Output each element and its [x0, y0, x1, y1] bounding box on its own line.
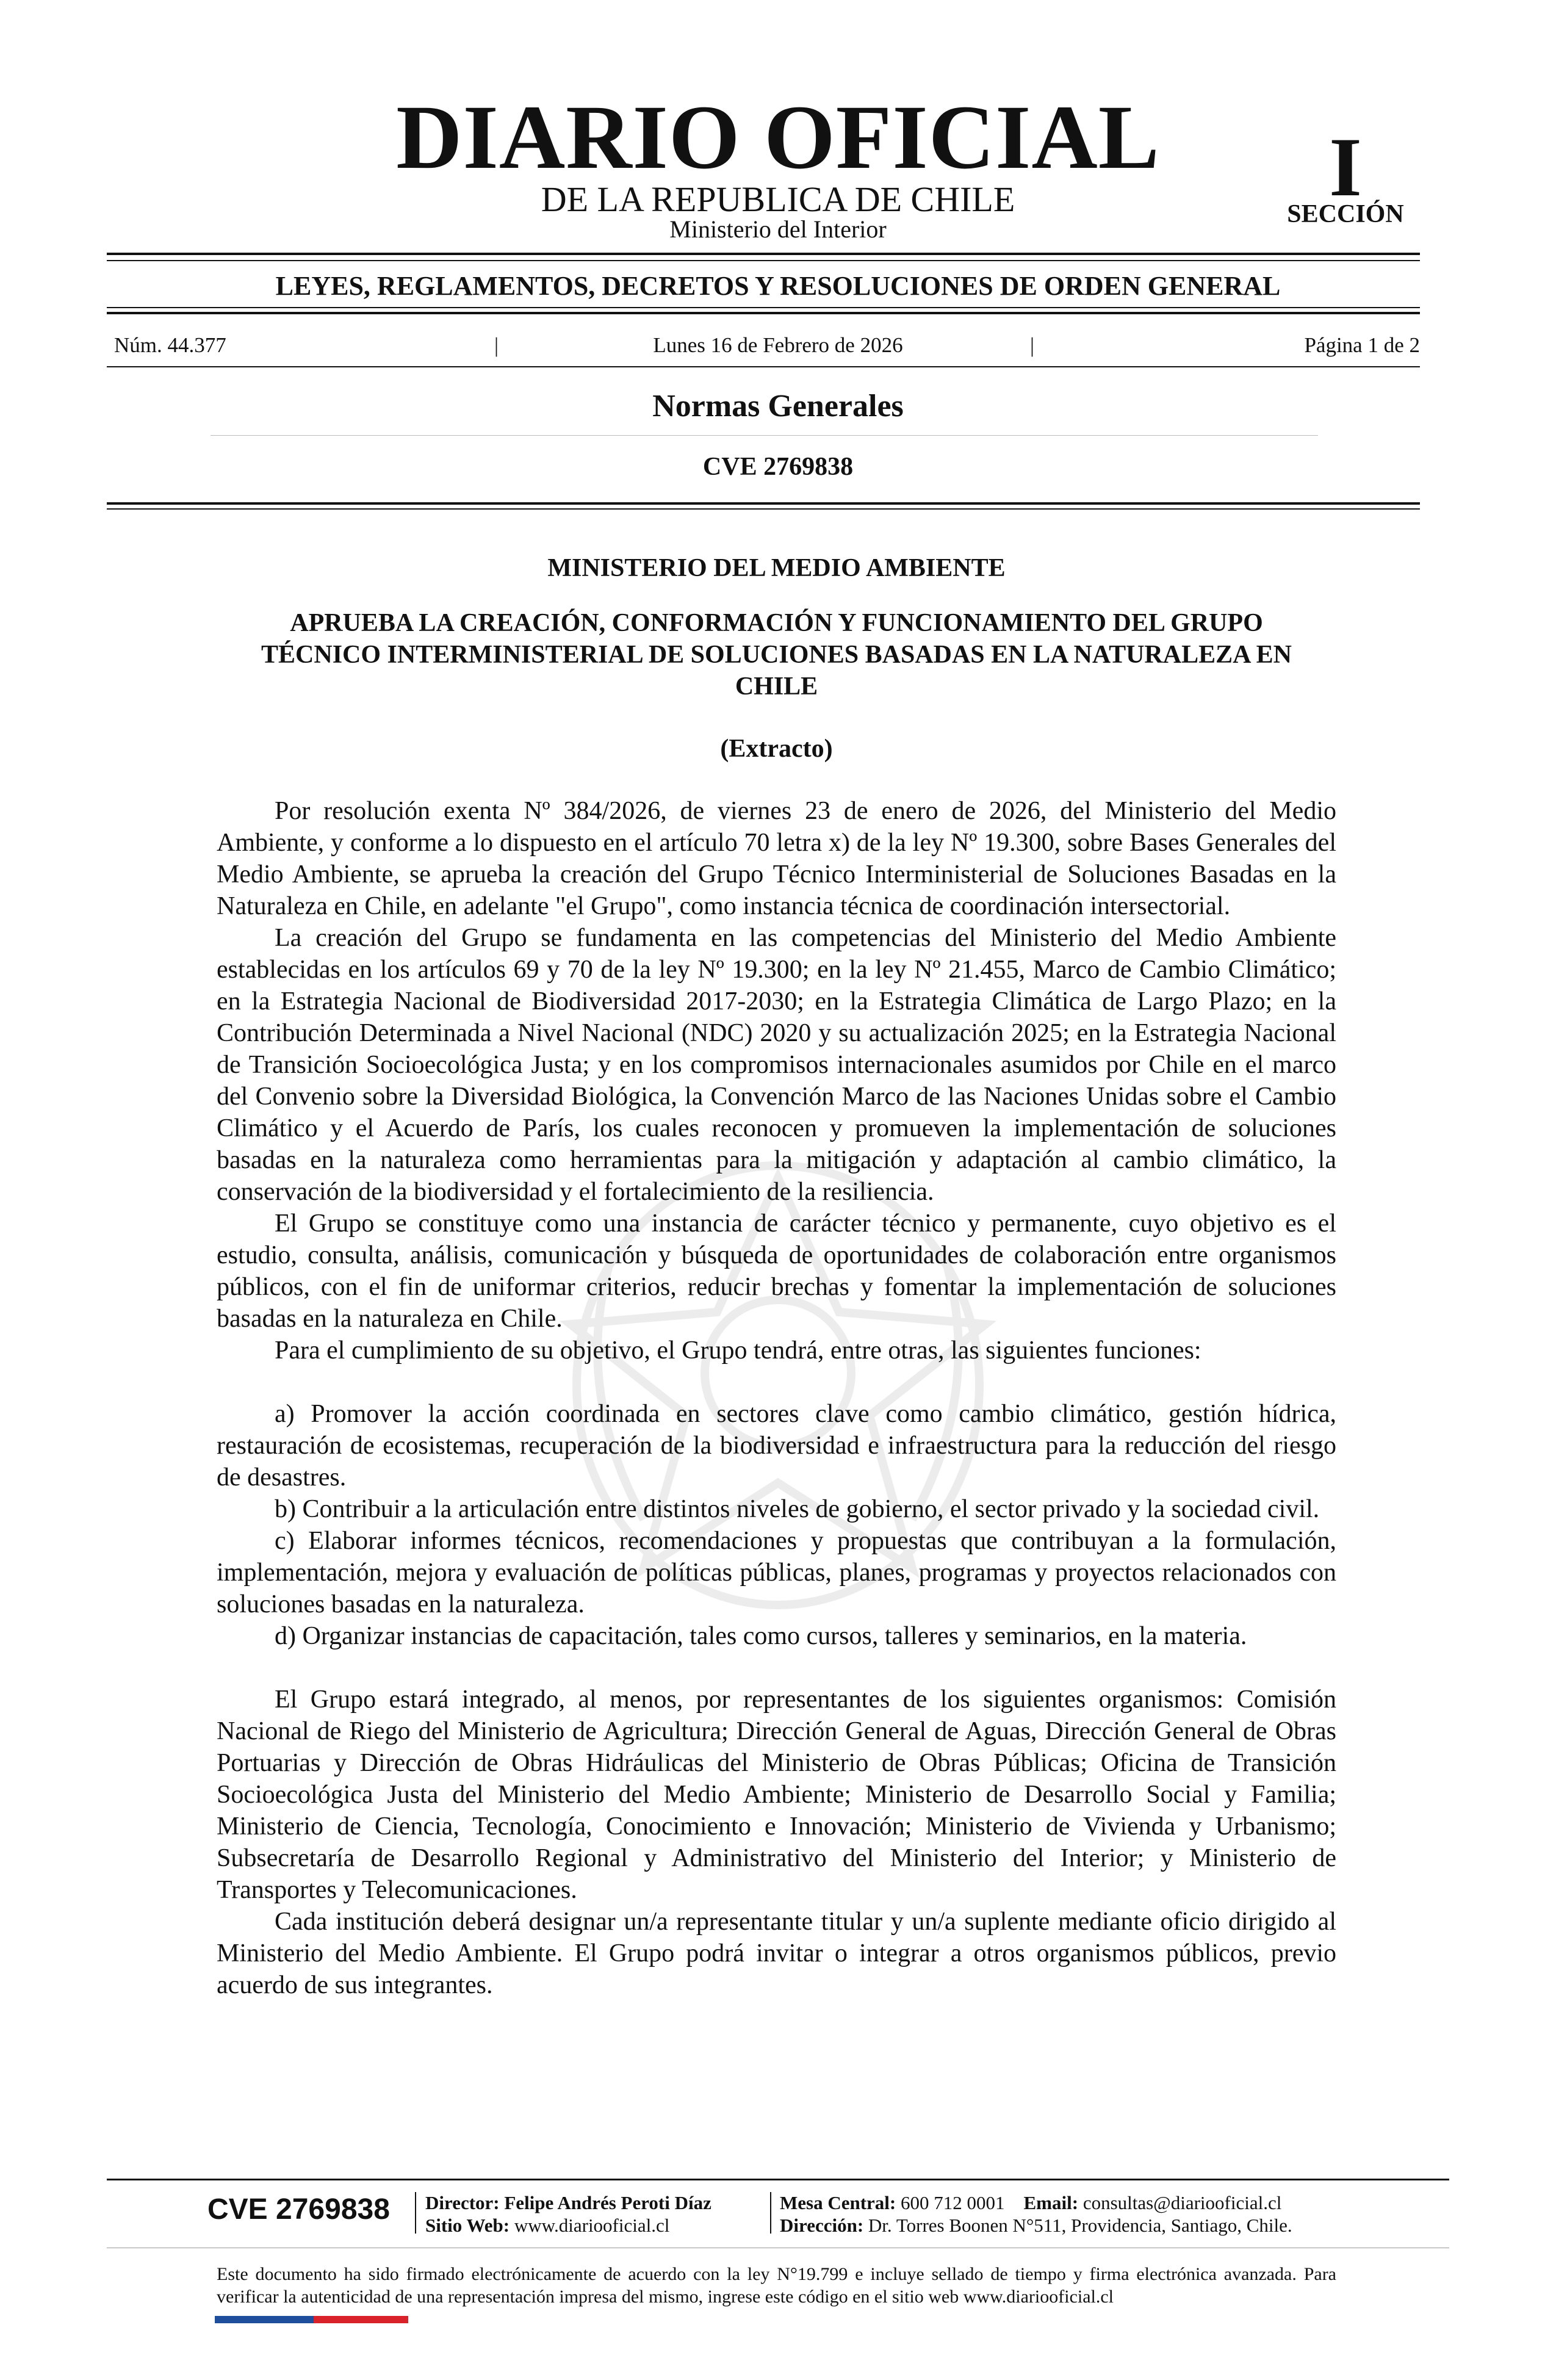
body-paragraph: Por resolución exenta Nº 384/2026, de viernes 23 de enero de 2026, del Ministerio del Medio Ambiente, y conforme a lo dispuesto en el artículo 70 letra x) de la ley Nº 19.300, sobre Bases Generales del Medio Ambiente, se aprueba la creación del Grupo Técnico Interministerial de Soluciones Basadas en la Naturaleza en Chile, en adelante "el Grupo", como instancia técnica de coordinación intersectorial. — [217, 797, 1336, 920]
page-indicator: Página 1 de 2 — [1304, 333, 1420, 357]
document-body — [217, 552, 1336, 2001]
website-label: Sitio Web: — [425, 2215, 510, 2236]
body-paragraph: Para el cumplimiento de su objetivo, el Grupo tendrá, entre otras, las siguientes funciones: — [275, 1336, 1201, 1365]
address-label: Dirección: — [780, 2215, 864, 2236]
masthead-ministry: Ministerio del Interior — [669, 215, 887, 243]
section-label: SECCIÓN — [1287, 200, 1404, 228]
section-number: I — [1329, 120, 1362, 214]
category-rule-thick — [107, 312, 1420, 314]
flag-stripe-red — [314, 2316, 408, 2323]
cve-code: CVE 2769838 — [702, 453, 854, 481]
email-link[interactable]: consultas@diariooficial.cl — [1082, 2192, 1282, 2213]
footer-director-block — [425, 2191, 711, 2237]
issue-number: Núm. 44.377 — [114, 333, 226, 357]
header-rule-thin — [107, 260, 1420, 261]
normas-heading: Normas Generales — [652, 389, 904, 424]
function-item: b) Contribuir a la articulación entre distintos niveles de gobierno, el sector privado y la sociedad civil. — [275, 1495, 1320, 1523]
info-separator: | — [1030, 333, 1035, 357]
central-label: Mesa Central: — [780, 2192, 896, 2213]
signature-note: Este documento ha sido firmado electrónicamente de acuerdo con la ley N°19.799 e incluye sellado de tiempo y firma electrónica avanzada. Para verificar la autenticidad de una representación impresa del mismo, ingrese este código en el sitio web www.diariooficial.cl — [217, 2264, 1336, 2307]
category-heading: LEYES, REGLAMENTOS, DECRETOS Y RESOLUCIONES DE ORDEN GENERAL — [275, 271, 1281, 301]
flag-stripe-blue — [215, 2316, 314, 2323]
function-item: d) Organizar instancias de capacitación, tales como cursos, talleres y seminarios, en la materia. — [275, 1622, 1247, 1650]
footer-divider — [415, 2192, 416, 2234]
masthead-subtitle: DE LA REPUBLICA DE CHILE — [541, 179, 1015, 219]
info-rule — [107, 366, 1420, 367]
function-item: c) Elaborar informes técnicos, recomendaciones y propuestas que contribuyan a la formulación, implementación, mejora y evaluación de políticas públicas, planes, programas y proyectos relacionados con soluciones basadas en la naturaleza. — [217, 1527, 1336, 1618]
footer-contact-block — [780, 2191, 1292, 2237]
address-value: Dr. Torres Boonen N°511, Providencia, Santiago, Chile. — [868, 2215, 1292, 2236]
normas-divider — [211, 435, 1318, 436]
issuing-ministry: MINISTERIO DEL MEDIO AMBIENTE — [547, 554, 1006, 582]
body-paragraph: El Grupo estará integrado, al menos, por representantes de los siguientes organismos: Comisión Nacional de Riego del Ministerio de Agricultura; Dirección General de Aguas, Dirección General de Obras Portuarias y Dirección de Obras Hidráulicas del Ministerio de Obras Públicas; Oficina de Transición Socioecológica Justa del Ministerio del Medio Ambiente; Ministerio de Desarrollo Social y Familia; Ministerio de Ciencia, Tecnología, Conocimiento e Innovación; Ministerio de Vivienda y Urbanismo; Subsecretaría de Desarrollo Regional y Administrativo del Ministerio del Interior; y Ministerio de Transportes y Telecomunicaciones. — [217, 1686, 1336, 1904]
body-rule-thick — [107, 502, 1420, 505]
email-label: Email: — [1023, 2192, 1079, 2213]
body-paragraph: El Grupo se constituye como una instancia de carácter técnico y permanente, cuyo objetivo es el estudio, consulta, análisis, comunicación y búsqueda de oportunidades de colaboración entre organismos públicos, con el fin de uniformar criterios, reducir brechas y fomentar la implementación de soluciones basadas en la naturaleza en Chile. — [217, 1210, 1336, 1333]
resolution-title: APRUEBA LA CREACIÓN, CONFORMACIÓN Y FUNCIONAMIENTO DEL GRUPO TÉCNICO INTERMINISTERIAL DE SOLUCIONES BASADAS EN LA NATURALEZA EN CHILE — [261, 609, 1292, 701]
masthead-title: DIARIO OFICIAL — [396, 87, 1160, 188]
function-item: a) Promover la acción coordinada en sectores clave como cambio climático, gestión hídrica, restauración de ecosistemas, recuperación de la biodiversidad e infraestructura para la reducción del riesgo de desastres. — [217, 1400, 1336, 1491]
website-link[interactable]: www.diariooficial.cl — [514, 2215, 670, 2236]
info-separator: | — [494, 333, 499, 357]
footer-divider — [770, 2192, 771, 2234]
extract-label: (Extracto) — [720, 735, 833, 763]
header-rule-thick — [107, 253, 1420, 255]
issue-date: Lunes 16 de Febrero de 2026 — [653, 333, 903, 357]
body-paragraph: Cada institución deberá designar un/a representante titular y un/a suplente mediante oficio dirigido al Ministerio del Medio Ambiente. El Grupo podrá invitar o integrar a otros organismos públicos, previo acuerdo de sus integrantes. — [217, 1908, 1336, 1999]
body-paragraph: La creación del Grupo se fundamenta en las competencias del Ministerio del Medio Ambiente establecidas en los artículos 69 y 70 de la ley Nº 19.300; en la ley Nº 21.455, Marco de Cambio Climático; en la Estrategia Nacional de Biodiversidad 2017-2030; en la Estrategia Climática de Largo Plazo; en la Contribución Determinada a Nivel Nacional (NDC) 2020 y su actualización 2025; en la Estrategia Nacional de Transición Socioecológica Justa; y en los compromisos internacionales asumidos por Chile en el marco del Convenio sobre la Diversidad Biológica, la Convención Marco de las Naciones Unidas sobre el Cambio Climático y el Acuerdo de París, los cuales reconocen y promueven la implementación de soluciones basadas en la naturaleza como herramientas para la mitigación y adaptación al cambio climático, la conservación de la biodiversidad y el fortalecimiento de la resiliencia. — [217, 924, 1336, 1206]
central-phone: 600 712 0001 — [901, 2192, 1005, 2213]
director-name: Felipe Andrés Peroti Díaz — [504, 2192, 711, 2213]
footer-rule — [107, 2179, 1449, 2180]
category-rule-thin — [107, 307, 1420, 308]
body-rule-thin — [107, 508, 1420, 510]
footer-cve-code: CVE 2769838 — [207, 2193, 390, 2226]
director-label: Director: — [425, 2192, 500, 2213]
